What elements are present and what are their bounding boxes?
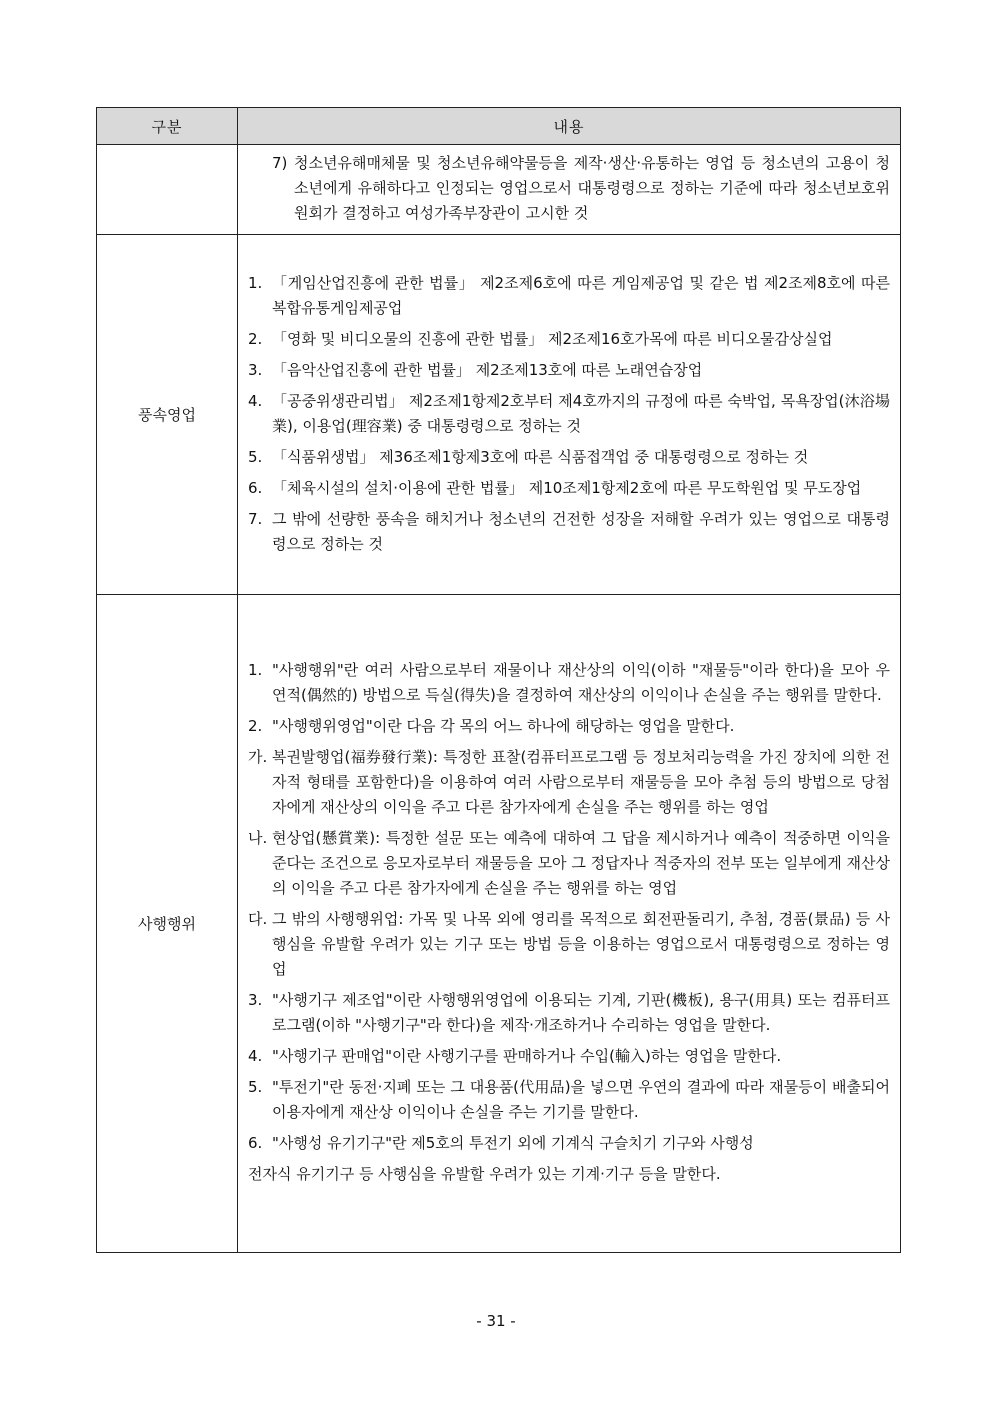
header-content: 내용	[238, 108, 901, 145]
item-text: 청소년유해매체물 및 청소년유해약물등을 제작·생산·유통하는 영업 등 청소년의 고용이 청소년에게 유해하다고 인정되는 영업으로서 대통령령으로 정하는 기준에 따라 청소년보호위원회가 결정하고 여성가족부장관이 고시한 것	[294, 154, 890, 222]
item-number: 4.	[248, 391, 263, 410]
list-item	[248, 476, 890, 501]
category-cell: 사행행위	[97, 595, 238, 1253]
list-item	[248, 1162, 890, 1187]
item-number: 다.	[248, 910, 268, 928]
list-item	[248, 745, 890, 820]
list-item	[248, 658, 890, 708]
item-text: "사행기구 제조업"이란 사행행위영업에 이용되는 기계, 기판(機板), 용구(用具) 또는 컴퓨터프로그램(이하 "사행기구"라 한다)을 제작·개조하거나 수리하는 영업을 말한다.	[272, 991, 890, 1034]
content-cell	[238, 235, 901, 595]
item-text: 현상업(懸賞業): 특정한 설문 또는 예측에 대하여 그 답을 제시하거나 예측이 적중하면 이익을 준다는 조건으로 응모자로부터 재물등을 모아 그 정답자나 적중자의 전부 또는 일부에게 재산상의 이익을 주고 다른 참가자에게 손실을 주는 행위를 하는 영업	[272, 829, 890, 897]
item-text: 전자식 유기기구 등 사행심을 유발할 우려가 있는 기계·기구 등을 말한다.	[248, 1165, 721, 1183]
item-text: 「식품위생법」 제36조제1항제3호에 따른 식품접객업 중 대통령령으로 정하는 것	[272, 447, 809, 466]
item-number: 6.	[248, 1134, 263, 1152]
item-number: 3.	[248, 991, 263, 1009]
item-number: 3.	[248, 360, 263, 379]
item-number: 5.	[248, 447, 263, 466]
item-number: 5.	[248, 1078, 263, 1096]
item-text: 그 밖의 사행행위업: 가목 및 나목 외에 영리를 목적으로 회전판돌리기, 추첨, 경품(景品) 등 사행심을 유발할 우려가 있는 기구 또는 방법 등을 이용하는 영업으로서 대통령령으로 정하는 영업	[272, 910, 890, 978]
item-number: 1.	[248, 661, 263, 679]
category-cell: 풍속영업	[97, 235, 238, 595]
list-item	[248, 826, 890, 901]
item-number: 4.	[248, 1047, 263, 1065]
list-item	[248, 327, 890, 352]
content-table	[96, 107, 901, 1253]
table-row	[97, 145, 901, 235]
list-item	[248, 714, 890, 739]
item-number: 가.	[248, 748, 268, 766]
list-item	[248, 358, 890, 383]
content-cell	[238, 145, 901, 235]
item-text: "사행행위영업"이란 다음 각 목의 어느 하나에 해당하는 영업을 말한다.	[272, 717, 735, 735]
item-number: 7.	[248, 509, 263, 528]
item-text: 복권발행업(福券發行業): 특정한 표찰(컴퓨터프로그램 등 정보처리능력을 가진 장치에 의한 전자적 형태를 포함한다)을 이용하여 여러 사람으로부터 재물등을 모아 추첨 등의 방법으로 당첨자에게 재산상의 이익을 주고 다른 참가자에게 손실을 주는 행위를 하는 영업	[272, 748, 890, 816]
item-text: 그 밖에 선량한 풍속을 해치거나 청소년의 건전한 성장을 저해할 우려가 있는 영업으로 대통령령으로 정하는 것	[272, 509, 890, 553]
item-number: 2.	[248, 717, 263, 735]
list-item	[248, 507, 890, 557]
table-row	[97, 595, 901, 1253]
item-text: "투전기"란 동전·지폐 또는 그 대용품(代用品)을 넣으면 우연의 결과에 따라 재물등이 배출되어 이용자에게 재산상 이익이나 손실을 주는 기기를 말한다.	[272, 1078, 890, 1121]
list-item	[248, 271, 890, 321]
item-number: 7)	[272, 154, 288, 172]
item-text: 「체육시설의 설치·이용에 관한 법률」 제10조제1항제2호에 따른 무도학원업 및 무도장업	[272, 478, 862, 497]
item-text: "사행성 유기기구"란 제5호의 투전기 외에 기계식 구슬치기 기구와 사행성	[272, 1134, 754, 1152]
list-item	[248, 1044, 890, 1069]
table-row	[97, 235, 901, 595]
content-cell	[238, 595, 901, 1253]
item-text: 「게임산업진흥에 관한 법률」 제2조제6호에 따른 게임제공업 및 같은 법 제2조제8호에 따른 복합유통게임제공업	[272, 273, 890, 317]
table-header-row	[97, 108, 901, 145]
item-text: "사행행위"란 여러 사람으로부터 재물이나 재산상의 이익(이하 "재물등"이라 한다)을 모아 우연적(偶然的) 방법으로 득실(得失)을 결정하여 재산상의 이익이나 손실을 주는 행위를 말한다.	[272, 661, 890, 704]
item-number: 1.	[248, 273, 263, 292]
item-text: 「영화 및 비디오물의 진흥에 관한 법률」 제2조제16호가목에 따른 비디오물감상실업	[272, 329, 833, 348]
item-number: 6.	[248, 478, 263, 497]
item-text: 「음악산업진흥에 관한 법률」 제2조제13호에 따른 노래연습장업	[272, 360, 703, 379]
item-number: 나.	[248, 829, 268, 847]
list-item	[248, 1131, 890, 1156]
list-item	[248, 1075, 890, 1125]
list-item	[248, 445, 890, 470]
list-item	[248, 151, 890, 226]
header-category: 구분	[97, 108, 238, 145]
item-text: "사행기구 판매업"이란 사행기구를 판매하거나 수입(輸入)하는 영업을 말한다.	[272, 1047, 782, 1065]
list-item	[248, 907, 890, 982]
category-cell	[97, 145, 238, 235]
item-number: 2.	[248, 329, 263, 348]
list-item	[248, 389, 890, 439]
item-text: 「공중위생관리법」 제2조제1항제2호부터 제4호까지의 규정에 따른 숙박업, 목욕장업(沐浴場業), 이용업(理容業) 중 대통령령으로 정하는 것	[272, 391, 890, 435]
list-item	[248, 988, 890, 1038]
page-number: - 31 -	[476, 1312, 516, 1330]
